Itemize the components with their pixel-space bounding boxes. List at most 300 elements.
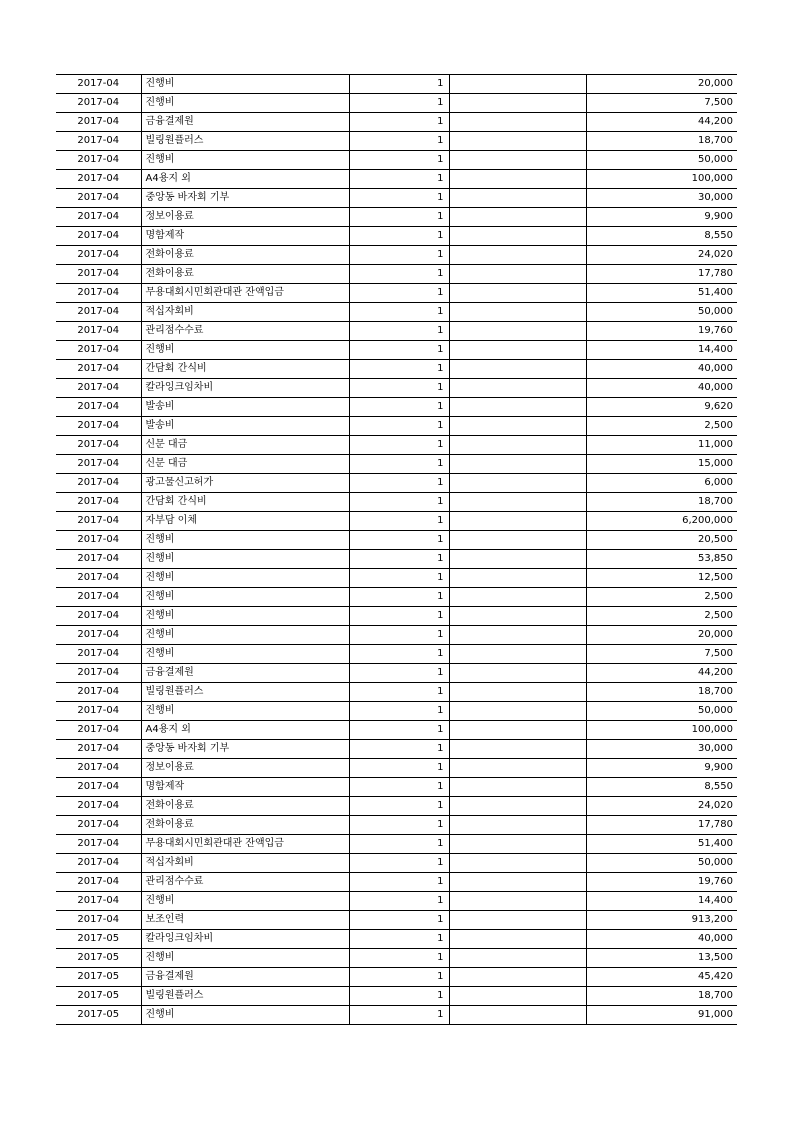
amount-cell: 6,000 [586,474,737,493]
amount-cell: 9,900 [586,759,737,778]
table-row [56,816,737,835]
blank-cell [449,398,586,417]
blank-cell [449,208,586,227]
date-cell: 2017-04 [56,873,141,892]
quantity-cell: 1 [349,987,449,1006]
date-cell: 2017-04 [56,531,141,550]
description-cell: 진행비 [141,94,349,113]
date-cell: 2017-04 [56,607,141,626]
date-cell: 2017-05 [56,968,141,987]
table-row [56,930,737,949]
table-row [56,512,737,531]
table-row [56,379,737,398]
blank-cell [449,550,586,569]
table-row [56,265,737,284]
amount-cell: 30,000 [586,740,737,759]
quantity-cell: 1 [349,645,449,664]
blank-cell [449,569,586,588]
amount-cell: 6,200,000 [586,512,737,531]
description-cell: 진행비 [141,949,349,968]
amount-cell: 11,000 [586,436,737,455]
amount-cell: 20,500 [586,531,737,550]
date-cell: 2017-04 [56,911,141,930]
description-cell: 진행비 [141,702,349,721]
description-cell: A4용지 외 [141,721,349,740]
quantity-cell: 1 [349,303,449,322]
amount-cell: 40,000 [586,930,737,949]
blank-cell [449,455,586,474]
description-cell: 칼라잉크임차비 [141,379,349,398]
quantity-cell: 1 [349,569,449,588]
date-cell: 2017-04 [56,208,141,227]
amount-cell: 19,760 [586,873,737,892]
description-cell: 전화이용료 [141,816,349,835]
amount-cell: 45,420 [586,968,737,987]
table-row [56,740,737,759]
table-row [56,569,737,588]
quantity-cell: 1 [349,113,449,132]
quantity-cell: 1 [349,246,449,265]
quantity-cell: 1 [349,151,449,170]
blank-cell [449,835,586,854]
date-cell: 2017-04 [56,512,141,531]
quantity-cell: 1 [349,265,449,284]
blank-cell [449,322,586,341]
date-cell: 2017-04 [56,721,141,740]
amount-cell: 12,500 [586,569,737,588]
date-cell: 2017-04 [56,360,141,379]
date-cell: 2017-04 [56,664,141,683]
table-row [56,1006,737,1025]
amount-cell: 15,000 [586,455,737,474]
blank-cell [449,987,586,1006]
table-row [56,664,737,683]
description-cell: 정보이용료 [141,759,349,778]
blank-cell [449,303,586,322]
description-cell: 진행비 [141,569,349,588]
table-row [56,341,737,360]
table-row [56,645,737,664]
amount-cell: 51,400 [586,284,737,303]
blank-cell [449,474,586,493]
description-cell: 중앙동 바자회 기부 [141,740,349,759]
quantity-cell: 1 [349,759,449,778]
quantity-cell: 1 [349,702,449,721]
date-cell: 2017-04 [56,892,141,911]
amount-cell: 51,400 [586,835,737,854]
blank-cell [449,797,586,816]
quantity-cell: 1 [349,854,449,873]
amount-cell: 8,550 [586,778,737,797]
amount-cell: 2,500 [586,607,737,626]
date-cell: 2017-04 [56,303,141,322]
amount-cell: 100,000 [586,721,737,740]
date-cell: 2017-04 [56,132,141,151]
date-cell: 2017-04 [56,550,141,569]
quantity-cell: 1 [349,379,449,398]
description-cell: 진행비 [141,151,349,170]
description-cell: 명함제작 [141,778,349,797]
table-row [56,797,737,816]
date-cell: 2017-04 [56,227,141,246]
description-cell: 전화이용료 [141,265,349,284]
blank-cell [449,721,586,740]
blank-cell [449,75,586,94]
table-row [56,360,737,379]
quantity-cell: 1 [349,797,449,816]
description-cell: A4용지 외 [141,170,349,189]
quantity-cell: 1 [349,512,449,531]
date-cell: 2017-04 [56,626,141,645]
blank-cell [449,911,586,930]
amount-cell: 13,500 [586,949,737,968]
blank-cell [449,607,586,626]
blank-cell [449,759,586,778]
description-cell: 신문 대금 [141,436,349,455]
blank-cell [449,379,586,398]
amount-cell: 20,000 [586,75,737,94]
description-cell: 중앙동 바자회 기부 [141,189,349,208]
quantity-cell: 1 [349,911,449,930]
quantity-cell: 1 [349,474,449,493]
description-cell: 무용대회시민회관대관 잔액입금 [141,835,349,854]
table-row [56,151,737,170]
table-row [56,759,737,778]
description-cell: 진행비 [141,588,349,607]
date-cell: 2017-04 [56,398,141,417]
description-cell: 진행비 [141,626,349,645]
table-row [56,873,737,892]
description-cell: 명함제작 [141,227,349,246]
quantity-cell: 1 [349,75,449,94]
description-cell: 진행비 [141,75,349,94]
description-cell: 관리점수수료 [141,873,349,892]
date-cell: 2017-04 [56,189,141,208]
description-cell: 진행비 [141,607,349,626]
quantity-cell: 1 [349,949,449,968]
amount-cell: 91,000 [586,1006,737,1025]
quantity-cell: 1 [349,721,449,740]
description-cell: 무용대회시민회관대관 잔액입금 [141,284,349,303]
amount-cell: 9,900 [586,208,737,227]
table-row [56,113,737,132]
amount-cell: 40,000 [586,379,737,398]
table-row [56,588,737,607]
description-cell: 빌링원플러스 [141,132,349,151]
blank-cell [449,493,586,512]
amount-cell: 50,000 [586,854,737,873]
table-row [56,455,737,474]
description-cell: 전화이용료 [141,797,349,816]
table-row [56,702,737,721]
table-row [56,398,737,417]
table-row [56,436,737,455]
date-cell: 2017-04 [56,702,141,721]
amount-cell: 53,850 [586,550,737,569]
table-row [56,94,737,113]
description-cell: 전화이용료 [141,246,349,265]
description-cell: 진행비 [141,645,349,664]
date-cell: 2017-04 [56,740,141,759]
date-cell: 2017-05 [56,930,141,949]
quantity-cell: 1 [349,873,449,892]
quantity-cell: 1 [349,417,449,436]
table-row [56,683,737,702]
date-cell: 2017-04 [56,284,141,303]
description-cell: 진행비 [141,341,349,360]
table-row [56,949,737,968]
table-row [56,208,737,227]
quantity-cell: 1 [349,284,449,303]
description-cell: 신문 대금 [141,455,349,474]
quantity-cell: 1 [349,208,449,227]
date-cell: 2017-04 [56,75,141,94]
amount-cell: 100,000 [586,170,737,189]
blank-cell [449,740,586,759]
date-cell: 2017-04 [56,474,141,493]
table-row [56,778,737,797]
date-cell: 2017-04 [56,835,141,854]
blank-cell [449,968,586,987]
date-cell: 2017-04 [56,113,141,132]
blank-cell [449,588,586,607]
table-row [56,835,737,854]
amount-cell: 50,000 [586,303,737,322]
amount-cell: 18,700 [586,493,737,512]
quantity-cell: 1 [349,227,449,246]
quantity-cell: 1 [349,455,449,474]
date-cell: 2017-05 [56,987,141,1006]
date-cell: 2017-04 [56,778,141,797]
date-cell: 2017-04 [56,455,141,474]
date-cell: 2017-04 [56,645,141,664]
date-cell: 2017-05 [56,949,141,968]
blank-cell [449,930,586,949]
quantity-cell: 1 [349,968,449,987]
table-row [56,246,737,265]
blank-cell [449,189,586,208]
quantity-cell: 1 [349,1006,449,1025]
table-row [56,303,737,322]
blank-cell [449,531,586,550]
table-row [56,493,737,512]
quantity-cell: 1 [349,189,449,208]
blank-cell [449,94,586,113]
blank-cell [449,170,586,189]
blank-cell [449,284,586,303]
blank-cell [449,132,586,151]
quantity-cell: 1 [349,607,449,626]
amount-cell: 17,780 [586,265,737,284]
quantity-cell: 1 [349,835,449,854]
blank-cell [449,113,586,132]
table-row [56,531,737,550]
description-cell: 빌링원플러스 [141,683,349,702]
amount-cell: 30,000 [586,189,737,208]
amount-cell: 18,700 [586,683,737,702]
date-cell: 2017-04 [56,341,141,360]
amount-cell: 24,020 [586,246,737,265]
blank-cell [449,626,586,645]
amount-cell: 24,020 [586,797,737,816]
date-cell: 2017-04 [56,569,141,588]
blank-cell [449,436,586,455]
date-cell: 2017-04 [56,588,141,607]
date-cell: 2017-04 [56,170,141,189]
description-cell: 칼라잉크임차비 [141,930,349,949]
table-row [56,550,737,569]
quantity-cell: 1 [349,683,449,702]
amount-cell: 2,500 [586,588,737,607]
ledger-body [56,75,737,1025]
amount-cell: 18,700 [586,987,737,1006]
description-cell: 진행비 [141,1006,349,1025]
blank-cell [449,1006,586,1025]
blank-cell [449,645,586,664]
blank-cell [449,873,586,892]
description-cell: 간담회 간식비 [141,493,349,512]
blank-cell [449,151,586,170]
quantity-cell: 1 [349,816,449,835]
quantity-cell: 1 [349,132,449,151]
blank-cell [449,360,586,379]
table-row [56,607,737,626]
amount-cell: 18,700 [586,132,737,151]
date-cell: 2017-05 [56,1006,141,1025]
amount-cell: 50,000 [586,702,737,721]
quantity-cell: 1 [349,740,449,759]
blank-cell [449,702,586,721]
description-cell: 자부담 이체 [141,512,349,531]
quantity-cell: 1 [349,94,449,113]
amount-cell: 913,200 [586,911,737,930]
amount-cell: 8,550 [586,227,737,246]
date-cell: 2017-04 [56,816,141,835]
blank-cell [449,778,586,797]
quantity-cell: 1 [349,664,449,683]
blank-cell [449,949,586,968]
description-cell: 정보이용료 [141,208,349,227]
amount-cell: 20,000 [586,626,737,645]
quantity-cell: 1 [349,322,449,341]
blank-cell [449,417,586,436]
date-cell: 2017-04 [56,797,141,816]
amount-cell: 2,500 [586,417,737,436]
description-cell: 진행비 [141,531,349,550]
date-cell: 2017-04 [56,759,141,778]
table-row [56,132,737,151]
description-cell: 빌링원플러스 [141,987,349,1006]
blank-cell [449,854,586,873]
date-cell: 2017-04 [56,265,141,284]
quantity-cell: 1 [349,398,449,417]
blank-cell [449,664,586,683]
quantity-cell: 1 [349,626,449,645]
table-row [56,75,737,94]
description-cell: 관리점수수료 [141,322,349,341]
table-row [56,322,737,341]
date-cell: 2017-04 [56,94,141,113]
description-cell: 진행비 [141,892,349,911]
date-cell: 2017-04 [56,417,141,436]
quantity-cell: 1 [349,436,449,455]
description-cell: 진행비 [141,550,349,569]
description-cell: 광고물신고허가 [141,474,349,493]
blank-cell [449,512,586,531]
quantity-cell: 1 [349,341,449,360]
date-cell: 2017-04 [56,854,141,873]
amount-cell: 14,400 [586,892,737,911]
amount-cell: 44,200 [586,113,737,132]
expense-ledger-table [56,74,737,1025]
description-cell: 금융결제원 [141,664,349,683]
amount-cell: 14,400 [586,341,737,360]
table-row [56,968,737,987]
description-cell: 간담회 간식비 [141,360,349,379]
description-cell: 금융결제원 [141,968,349,987]
date-cell: 2017-04 [56,246,141,265]
table-row [56,892,737,911]
quantity-cell: 1 [349,493,449,512]
quantity-cell: 1 [349,170,449,189]
quantity-cell: 1 [349,930,449,949]
blank-cell [449,892,586,911]
blank-cell [449,227,586,246]
blank-cell [449,341,586,360]
date-cell: 2017-04 [56,683,141,702]
table-row [56,284,737,303]
quantity-cell: 1 [349,531,449,550]
date-cell: 2017-04 [56,379,141,398]
table-row [56,911,737,930]
description-cell: 발송비 [141,398,349,417]
table-row [56,721,737,740]
table-row [56,626,737,645]
description-cell: 적십자회비 [141,854,349,873]
amount-cell: 19,760 [586,322,737,341]
date-cell: 2017-04 [56,436,141,455]
quantity-cell: 1 [349,588,449,607]
table-row [56,417,737,436]
table-row [56,474,737,493]
quantity-cell: 1 [349,892,449,911]
amount-cell: 7,500 [586,94,737,113]
table-row [56,189,737,208]
amount-cell: 7,500 [586,645,737,664]
date-cell: 2017-04 [56,322,141,341]
description-cell: 보조인력 [141,911,349,930]
table-row [56,987,737,1006]
date-cell: 2017-04 [56,493,141,512]
amount-cell: 44,200 [586,664,737,683]
table-row [56,227,737,246]
date-cell: 2017-04 [56,151,141,170]
table-row [56,170,737,189]
amount-cell: 50,000 [586,151,737,170]
blank-cell [449,265,586,284]
quantity-cell: 1 [349,778,449,797]
amount-cell: 17,780 [586,816,737,835]
blank-cell [449,816,586,835]
blank-cell [449,683,586,702]
quantity-cell: 1 [349,550,449,569]
description-cell: 금융결제원 [141,113,349,132]
table-row [56,854,737,873]
amount-cell: 9,620 [586,398,737,417]
amount-cell: 40,000 [586,360,737,379]
description-cell: 적십자회비 [141,303,349,322]
description-cell: 발송비 [141,417,349,436]
